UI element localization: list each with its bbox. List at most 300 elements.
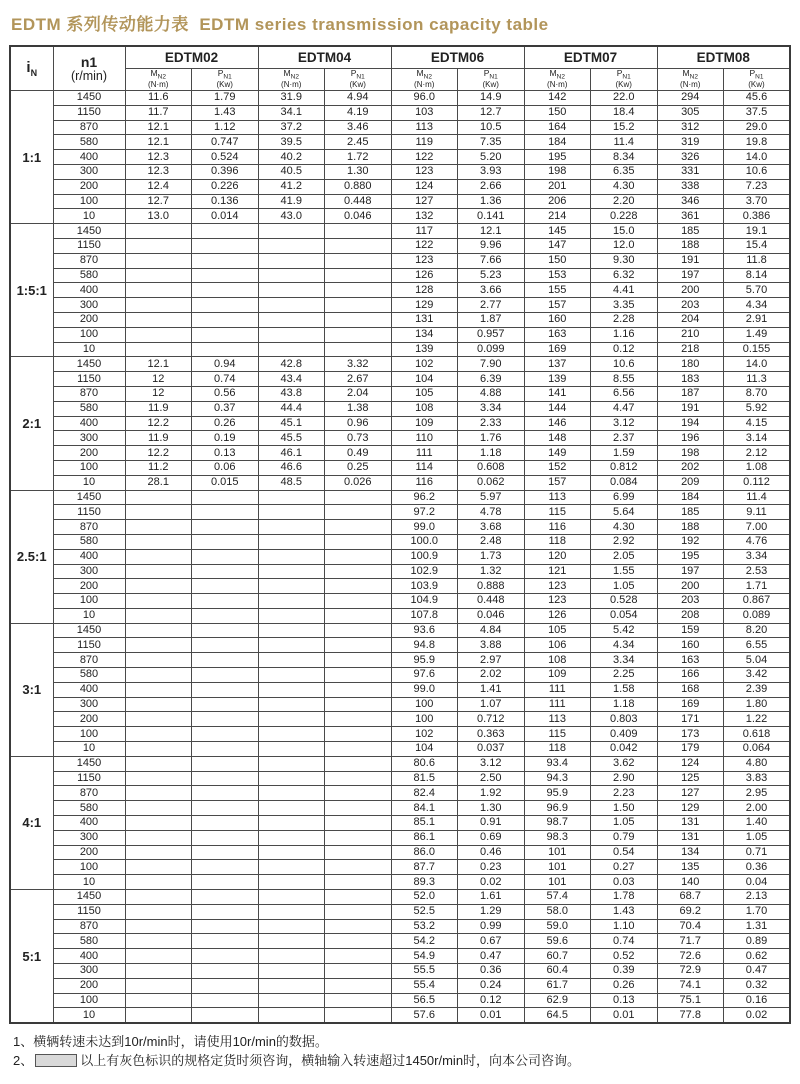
value-cell: 0.803 [591,712,658,727]
n1-column-header [53,46,125,91]
value-cell: 0.409 [591,727,658,742]
table-row [10,682,790,697]
table-row [10,1008,790,1023]
value-cell: 105 [524,623,591,638]
value-cell [192,845,259,860]
table-row [10,386,790,401]
value-cell [192,771,259,786]
n1-cell: 1450 [53,490,125,505]
value-cell: 85.1 [391,816,458,831]
table-row [10,830,790,845]
value-cell [258,771,325,786]
table-row [10,934,790,949]
value-cell [258,860,325,875]
value-cell: 142 [524,91,591,106]
value-cell: 1.71 [724,579,791,594]
value-cell: 134 [391,327,458,342]
n1-cell: 200 [53,446,125,461]
value-cell: 1.30 [458,801,525,816]
value-cell: 0.867 [724,594,791,609]
value-cell [125,623,192,638]
value-cell: 1.61 [458,890,525,905]
ratio-cell: 2.5:1 [10,490,53,623]
value-cell [258,224,325,239]
value-cell [125,771,192,786]
n1-cell: 1150 [53,372,125,387]
table-row [10,209,790,224]
value-cell: 3.66 [458,283,525,298]
value-cell [325,638,392,653]
value-cell [258,742,325,757]
value-cell [325,919,392,934]
value-cell: 173 [657,727,724,742]
table-row [10,357,790,372]
value-cell: 1.80 [724,697,791,712]
n1-cell: 1450 [53,224,125,239]
footnotes [13,1033,791,1071]
value-cell: 155 [524,283,591,298]
value-cell: 10.6 [724,164,791,179]
value-cell: 104 [391,742,458,757]
value-cell: 123 [524,594,591,609]
value-cell: 150 [524,105,591,120]
value-cell: 1.43 [591,904,658,919]
table-row [10,756,790,771]
value-cell: 2.97 [458,653,525,668]
subheader-cell [591,69,658,91]
value-cell: 97.6 [391,668,458,683]
value-cell [325,668,392,683]
value-cell: 60.4 [524,964,591,979]
value-cell: 139 [524,372,591,387]
value-cell [258,608,325,623]
value-cell: 102 [391,727,458,742]
table-row [10,91,790,106]
n1-cell: 400 [53,816,125,831]
value-cell: 4.47 [591,401,658,416]
table-row [10,904,790,919]
value-cell [325,697,392,712]
capacity-table [9,45,791,1024]
value-cell: 3.12 [458,756,525,771]
table-row [10,135,790,150]
value-cell [192,327,259,342]
n1-cell: 10 [53,209,125,224]
value-cell [125,608,192,623]
value-cell: 163 [657,653,724,668]
value-cell [192,298,259,313]
value-cell: 0.47 [724,964,791,979]
n1-cell: 300 [53,164,125,179]
value-cell: 0.015 [192,475,259,490]
value-cell: 0.13 [591,993,658,1008]
value-cell [192,727,259,742]
value-cell: 0.396 [192,164,259,179]
subheader-unit: (Kw) [615,80,632,90]
value-cell [125,786,192,801]
value-cell: 147 [524,238,591,253]
value-cell: 11.3 [724,372,791,387]
value-cell: 183 [657,372,724,387]
value-cell: 117 [391,224,458,239]
value-cell: 0.26 [192,416,259,431]
value-cell: 2.53 [724,564,791,579]
value-cell: 2.67 [325,372,392,387]
value-cell [192,993,259,1008]
value-cell: 12.3 [125,164,192,179]
value-cell: 6.39 [458,372,525,387]
value-cell: 1.38 [325,401,392,416]
value-cell [125,549,192,564]
value-cell: 8.70 [724,386,791,401]
value-cell: 0.062 [458,475,525,490]
table-row [10,594,790,609]
value-cell: 149 [524,446,591,461]
n1-cell: 100 [53,460,125,475]
value-cell: 2.28 [591,312,658,327]
value-cell: 203 [657,298,724,313]
value-cell: 200 [657,579,724,594]
table-row [10,949,790,964]
value-cell: 44.4 [258,401,325,416]
n1-cell: 10 [53,475,125,490]
value-cell: 86.0 [391,845,458,860]
value-cell [192,756,259,771]
n1-cell: 100 [53,194,125,209]
n1-cell: 10 [53,342,125,357]
table-row [10,253,790,268]
value-cell: 128 [391,283,458,298]
value-cell: 37.5 [724,105,791,120]
n1-cell: 1150 [53,105,125,120]
n1-cell: 870 [53,786,125,801]
value-cell: 43.0 [258,209,325,224]
value-cell: 121 [524,564,591,579]
n1-cell: 200 [53,312,125,327]
value-cell: 188 [657,520,724,535]
value-cell: 1.36 [458,194,525,209]
value-cell [258,490,325,505]
value-cell [325,490,392,505]
value-cell: 29.0 [724,120,791,135]
value-cell: 12.7 [125,194,192,209]
value-cell [125,268,192,283]
value-cell: 0.73 [325,431,392,446]
value-cell [258,727,325,742]
value-cell: 107.8 [391,608,458,623]
value-cell: 37.2 [258,120,325,135]
value-cell [258,682,325,697]
n1-cell: 100 [53,594,125,609]
value-cell: 0.888 [458,579,525,594]
value-cell [325,904,392,919]
n1-cell: 400 [53,150,125,165]
value-cell: 194 [657,416,724,431]
value-cell: 46.6 [258,460,325,475]
n1-cell: 400 [53,283,125,298]
value-cell: 0.812 [591,460,658,475]
n1-cell: 870 [53,520,125,535]
value-cell: 166 [657,668,724,683]
value-cell: 68.7 [657,890,724,905]
value-cell: 1.12 [192,120,259,135]
ratio-cell: 2:1 [10,357,53,490]
value-cell: 0.52 [591,949,658,964]
subheader-symbol: $P_{N1}$ [749,68,764,81]
value-cell [258,283,325,298]
value-cell: 195 [657,549,724,564]
value-cell: 2.23 [591,786,658,801]
value-cell [325,549,392,564]
value-cell: 9.96 [458,238,525,253]
value-cell: 146 [524,416,591,431]
value-cell: 201 [524,179,591,194]
value-cell [125,801,192,816]
value-cell: 192 [657,534,724,549]
value-cell: 58.0 [524,904,591,919]
value-cell: 1.05 [591,816,658,831]
value-cell: 10.5 [458,120,525,135]
value-cell: 188 [657,238,724,253]
value-cell [258,579,325,594]
value-cell: 3.68 [458,520,525,535]
value-cell: 52.5 [391,904,458,919]
n1-cell: 1450 [53,357,125,372]
value-cell: 0.89 [724,934,791,949]
value-cell: 4.30 [591,520,658,535]
value-cell: 7.23 [724,179,791,194]
value-cell: 80.6 [391,756,458,771]
value-cell: 7.90 [458,357,525,372]
value-cell [125,224,192,239]
value-cell: 6.35 [591,164,658,179]
n1-cell: 10 [53,1008,125,1023]
value-cell: 0.74 [192,372,259,387]
value-cell: 126 [391,268,458,283]
value-cell: 14.9 [458,91,525,106]
value-cell [325,964,392,979]
title-spacer [189,15,199,34]
value-cell [258,756,325,771]
value-cell: 39.5 [258,135,325,150]
n1-unit: (r/min) [70,68,108,83]
value-cell: 129 [657,801,724,816]
value-cell [258,638,325,653]
value-cell: 139 [391,342,458,357]
note-1: 1、横辆转速未达到10r/min时，请使用10r/min的数据。 [13,1034,328,1050]
value-cell: 8.20 [724,623,791,638]
value-cell: 2.39 [724,682,791,697]
value-cell: 1.72 [325,150,392,165]
value-cell: 5.23 [458,268,525,283]
value-cell: 0.712 [458,712,525,727]
value-cell: 0.136 [192,194,259,209]
value-cell [192,520,259,535]
value-cell: 97.2 [391,505,458,520]
value-cell [192,1008,259,1023]
value-cell: 118 [524,742,591,757]
value-cell: 0.747 [192,135,259,150]
table-row [10,845,790,860]
value-cell [192,608,259,623]
value-cell [125,283,192,298]
value-cell: 11.4 [724,490,791,505]
table-row [10,653,790,668]
value-cell: 1.40 [724,816,791,831]
value-cell: 1.30 [325,164,392,179]
value-cell: 5.42 [591,623,658,638]
value-cell: 93.4 [524,756,591,771]
value-cell [192,964,259,979]
value-cell: 159 [657,623,724,638]
value-cell: 11.6 [125,91,192,106]
value-cell [325,505,392,520]
note-2 [13,1052,791,1071]
value-cell: 122 [391,150,458,165]
value-cell: 1.10 [591,919,658,934]
value-cell: 1.18 [458,446,525,461]
value-cell [125,253,192,268]
table-row [10,875,790,890]
value-cell: 135 [657,860,724,875]
value-cell: 208 [657,608,724,623]
value-cell: 0.37 [192,401,259,416]
value-cell [125,712,192,727]
value-cell: 198 [657,446,724,461]
value-cell [325,949,392,964]
value-cell: 113 [391,120,458,135]
value-cell: 0.054 [591,608,658,623]
value-cell [325,534,392,549]
value-cell: 12 [125,372,192,387]
value-cell [125,505,192,520]
value-cell: 12.3 [125,150,192,165]
value-cell: 46.1 [258,446,325,461]
value-cell: 45.1 [258,416,325,431]
value-cell: 59.6 [524,934,591,949]
value-cell: 61.7 [524,978,591,993]
value-cell: 0.24 [458,978,525,993]
n1-cell: 1150 [53,771,125,786]
value-cell: 0.141 [458,209,525,224]
value-cell [258,712,325,727]
table-row [10,549,790,564]
subheader-unit: (Kw) [216,80,233,90]
value-cell [192,934,259,949]
value-cell [192,579,259,594]
value-cell: 62.9 [524,993,591,1008]
value-cell [325,342,392,357]
value-cell: 102 [391,357,458,372]
value-cell: 2.37 [591,431,658,446]
value-cell: 1.32 [458,564,525,579]
subheader-symbol: $M_{N2}$ [416,68,432,81]
value-cell [192,890,259,905]
value-cell: 2.92 [591,534,658,549]
note-2-prefix: 2、 [13,1053,34,1069]
value-cell: 2.66 [458,179,525,194]
value-cell: 3.93 [458,164,525,179]
value-cell: 0.56 [192,386,259,401]
value-cell [125,742,192,757]
value-cell: 0.608 [458,460,525,475]
value-cell [258,298,325,313]
value-cell: 164 [524,120,591,135]
table-row [10,860,790,875]
value-cell [325,978,392,993]
value-cell [325,268,392,283]
value-cell: 1.43 [192,105,259,120]
value-cell: 4.94 [325,91,392,106]
n1-label: n1 [80,53,98,70]
value-cell: 119 [391,135,458,150]
value-cell [125,564,192,579]
table-row [10,164,790,179]
value-cell: 0.155 [724,342,791,357]
value-cell: 15.4 [724,238,791,253]
value-cell [192,638,259,653]
table-row [10,179,790,194]
value-cell: 40.5 [258,164,325,179]
value-cell: 191 [657,401,724,416]
value-cell [125,919,192,934]
value-cell [125,342,192,357]
value-cell: 11.9 [125,401,192,416]
value-cell: 12.1 [125,357,192,372]
value-cell [192,534,259,549]
subheader-cell [192,69,259,91]
value-cell: 124 [391,179,458,194]
value-cell: 111 [391,446,458,461]
table-row [10,327,790,342]
value-cell: 169 [657,697,724,712]
value-cell: 0.02 [724,1008,791,1023]
value-cell: 0.386 [724,209,791,224]
value-cell: 77.8 [657,1008,724,1023]
n1-cell: 580 [53,934,125,949]
value-cell: 2.50 [458,771,525,786]
value-cell: 0.014 [192,209,259,224]
n1-cell: 1150 [53,904,125,919]
subheader-unit: (N·m) [680,80,701,90]
value-cell: 55.5 [391,964,458,979]
value-cell: 3.46 [325,120,392,135]
value-cell: 1.79 [192,91,259,106]
ratio-cell: 1:5:1 [10,224,53,357]
value-cell: 0.16 [724,993,791,1008]
value-cell: 1.16 [591,327,658,342]
value-cell: 7.00 [724,520,791,535]
table-row [10,431,790,446]
value-cell: 2.25 [591,668,658,683]
value-cell [192,830,259,845]
value-cell: 0.94 [192,357,259,372]
value-cell: 2.91 [724,312,791,327]
value-cell: 94.8 [391,638,458,653]
value-cell: 82.4 [391,786,458,801]
value-cell: 197 [657,564,724,579]
value-cell: 1.41 [458,682,525,697]
value-cell: 118 [524,534,591,549]
value-cell: 0.04 [724,875,791,890]
value-cell [325,742,392,757]
value-cell: 0.037 [458,742,525,757]
value-cell: 69.2 [657,904,724,919]
value-cell: 319 [657,135,724,150]
value-cell: 1.31 [724,919,791,934]
value-cell: 99.0 [391,520,458,535]
table-row [10,564,790,579]
